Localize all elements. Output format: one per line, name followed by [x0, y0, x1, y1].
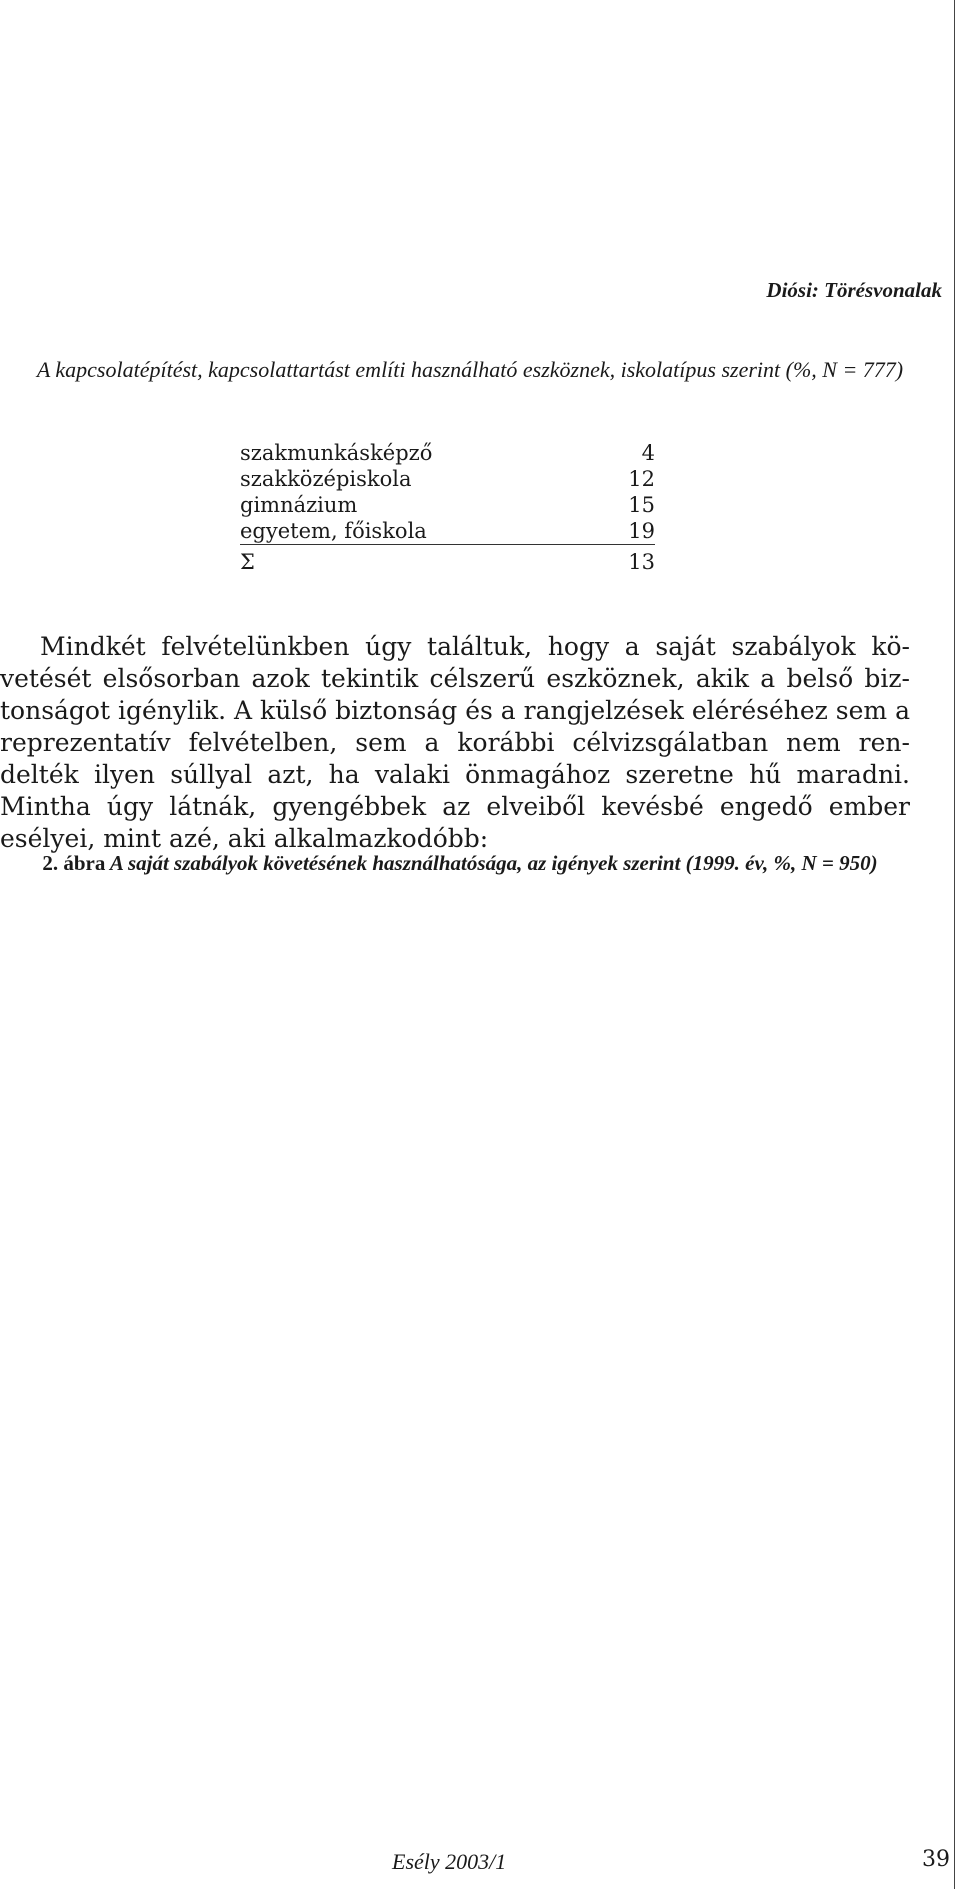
row-label: gimnázium	[240, 493, 358, 517]
row-label: szakközépiskola	[240, 467, 412, 491]
row-value: 15	[628, 493, 655, 517]
body-paragraph: Mindkét felvételünkben úgy találtuk, hogy a saját szabályok követését elsősorban azok tekintik célszerű eszköznek, akik a belső biztonságot igénylik. A külső biztonság és a rangjelzések eléréséhez sem a reprezentatív felvételben, sem a korábbi célvizsgálatban nem rendelték ilyen súllyal azt, ha valaki önmagához szeretne hű maradni. Mintha úgy látnák, gyengébbek az elveiből kevésbé engedő ember esélyei, mint azé, aki alkalmazkodóbb:	[0, 632, 910, 853]
figure-number: 2. ábra	[42, 851, 106, 875]
margin-rule	[954, 0, 955, 1889]
running-header: Diósi: Törésvonalak	[766, 278, 942, 302]
figure-title: A saját szabályok követésének használhatósága, az igények szerint (1999. év, %, N = 950)	[109, 851, 878, 875]
row-label: egyetem, főiskola	[240, 519, 427, 543]
table-row	[240, 518, 655, 545]
sum-value: 13	[628, 550, 655, 574]
row-label: szakmunkásképző	[240, 441, 433, 465]
row-value: 4	[641, 441, 655, 465]
row-value: 12	[628, 467, 655, 491]
figure-caption	[10, 849, 910, 877]
page-number: 39	[922, 1847, 950, 1872]
table-row	[240, 440, 655, 466]
table-row	[240, 466, 655, 492]
footer-journal: Esély 2003/1	[392, 1849, 507, 1874]
table-caption: A kapcsolatépítést, kapcsolattartást említi használható eszköznek, iskolatípus szerint (%, N = 777)	[36, 357, 904, 382]
table-sum-row	[240, 549, 655, 575]
sum-label: Σ	[240, 550, 255, 574]
table-row	[240, 492, 655, 518]
row-value: 19	[628, 519, 655, 543]
data-table	[240, 440, 655, 575]
